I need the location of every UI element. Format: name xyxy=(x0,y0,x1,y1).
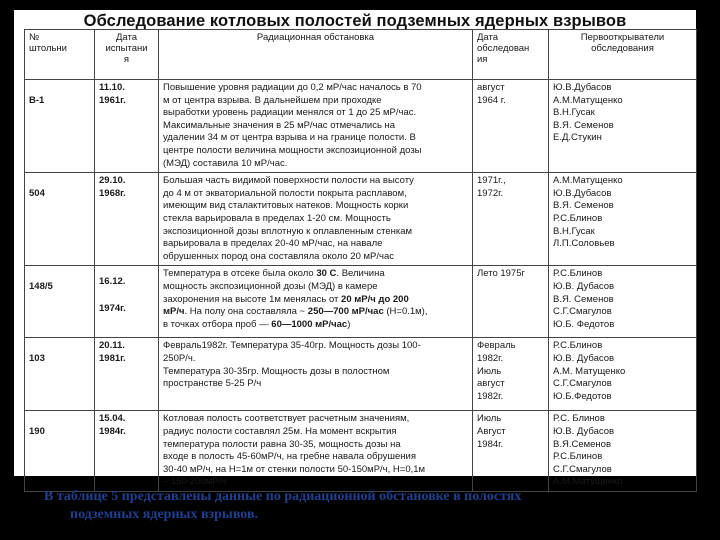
row-radiation: Февраль1982г. Температура 35-40гр. Мощность дозы 100- 250Р/ч. Температура 30-35гр. Мощность дозы в полостном пространстве 5-25 Р/ч xyxy=(159,338,473,411)
survey-table xyxy=(24,29,697,492)
header-test-date: Дата испытани я xyxy=(95,30,159,80)
document-page xyxy=(14,10,696,488)
row-survey-date: Февраль 1982г. Июль август 1982г. xyxy=(473,338,549,411)
row-num: 504 xyxy=(25,173,95,266)
row-test-date: 16.12. 1974г. xyxy=(95,266,159,338)
row-radiation: Котловая полость соответствует расчетным значениям, радиус полости составлял 25м. На момент вскрытия температура полости равна 30-35, мощность дозы на входе в полость 45-60мР/ч, на гребне навала обрушения 30-40 мР/ч, на Н=1м от стенки полости 50-150мР/ч, Н=0,1м – 150-200мР/ч xyxy=(159,411,473,492)
row-survey-date: Июль Август 1984г. xyxy=(473,411,549,492)
document-title: Обследование котловых полостей подземных ядерных взрывов xyxy=(83,12,627,30)
row-radiation: Повышение уровня радиации до 0,2 мР/час началось в 70 м от центра взрыва. В дальнейшем при проходке выработки уровень радиации менялся от 1 до 25 мР/час. Максимальные значения в 25 мР/час отмечались на удалении 34 м от центра взрыва и на границе полости. В центре полости величина мощности экспозиционной дозы (МЭД) составила 10 мР/час. xyxy=(159,80,473,173)
row-test-date: 11.10. 1961г. xyxy=(95,80,159,173)
table-row xyxy=(25,173,697,266)
slide-caption xyxy=(44,488,704,524)
row-radiation: Температура в отсеке была около 30 С. Величина мощность экспозиционной дозы (МЭД) в камере захоронения на высоте 1м менялась от 20 мР/ч до 200 мР/ч. На полу она составляла ~ 250—700 мР/час (Н=0.1м), в точках отбора проб — 60—1000 мР/час) xyxy=(159,266,473,338)
caption-line: В таблице 5 представлены данные по радиационной обстановке в полостях xyxy=(44,489,522,504)
row-survey-date: август 1964 г. xyxy=(473,80,549,173)
header-num: № штольни xyxy=(25,30,95,80)
row-discoverers: Р.С.Блинов Ю.В. Дубасов А.М. Матущенко С.Г.Смагулов Ю.Б.Федотов xyxy=(549,338,697,411)
row-num: 148/5 xyxy=(25,266,95,338)
row-test-date: 29.10. 1968г. xyxy=(95,173,159,266)
row-discoverers: Р.С. Блинов Ю.В. Дубасов В.Я.Семенов Р.С.Блинов С.Г.Смагулов А.М.Матущенко xyxy=(549,411,697,492)
row-survey-date: 1971г., 1972г. xyxy=(473,173,549,266)
table-row xyxy=(25,80,697,173)
header-survey-date: Дата обследован ия xyxy=(473,30,549,80)
row-num: В-1 xyxy=(25,80,95,173)
header-discoverers: Первооткрыватели обследования xyxy=(549,30,697,80)
row-num: 190 xyxy=(25,411,95,492)
row-discoverers: Р.С.Блинов Ю.В. Дубасов В.Я. Семенов С.Г.Смагулов Ю.Б. Федотов xyxy=(549,266,697,338)
row-discoverers: А.М.Матущенко Ю.В.Дубасов В.Я. Семенов Р.С.Блинов В.Н.Гусак Л.П.Соловьев xyxy=(549,173,697,266)
table-row xyxy=(25,338,697,411)
row-test-date: 20.11. 1981г. xyxy=(95,338,159,411)
table-header-row xyxy=(25,30,697,80)
row-num: 103 xyxy=(25,338,95,411)
caption-line: подземных ядерных взрывов. xyxy=(70,507,259,522)
row-discoverers: Ю.В.Дубасов А.М.Матущенко В.Н.Гусак В.Я. Семенов Е.Д.Стукин xyxy=(549,80,697,173)
header-radiation: Радиационная обстановка xyxy=(159,30,473,80)
row-survey-date: Лето 1975г xyxy=(473,266,549,338)
table-row xyxy=(25,411,697,492)
table-row xyxy=(25,266,697,338)
row-test-date: 15.04. 1984г. xyxy=(95,411,159,492)
row-radiation: Большая часть видимой поверхности полости на высоту до 4 м от экваториальной полости покрыта расплавом, имеющим вид сталактитовых натеков. Мощность корки стекла варьировала в пределах 1-20 см. Мощность экспозиционной дозы вплотную к оплавленным стенкам варьировала в пределах 20-40 мР/час, на навале обрушенных пород она составляла около 20 мР/час xyxy=(159,173,473,266)
